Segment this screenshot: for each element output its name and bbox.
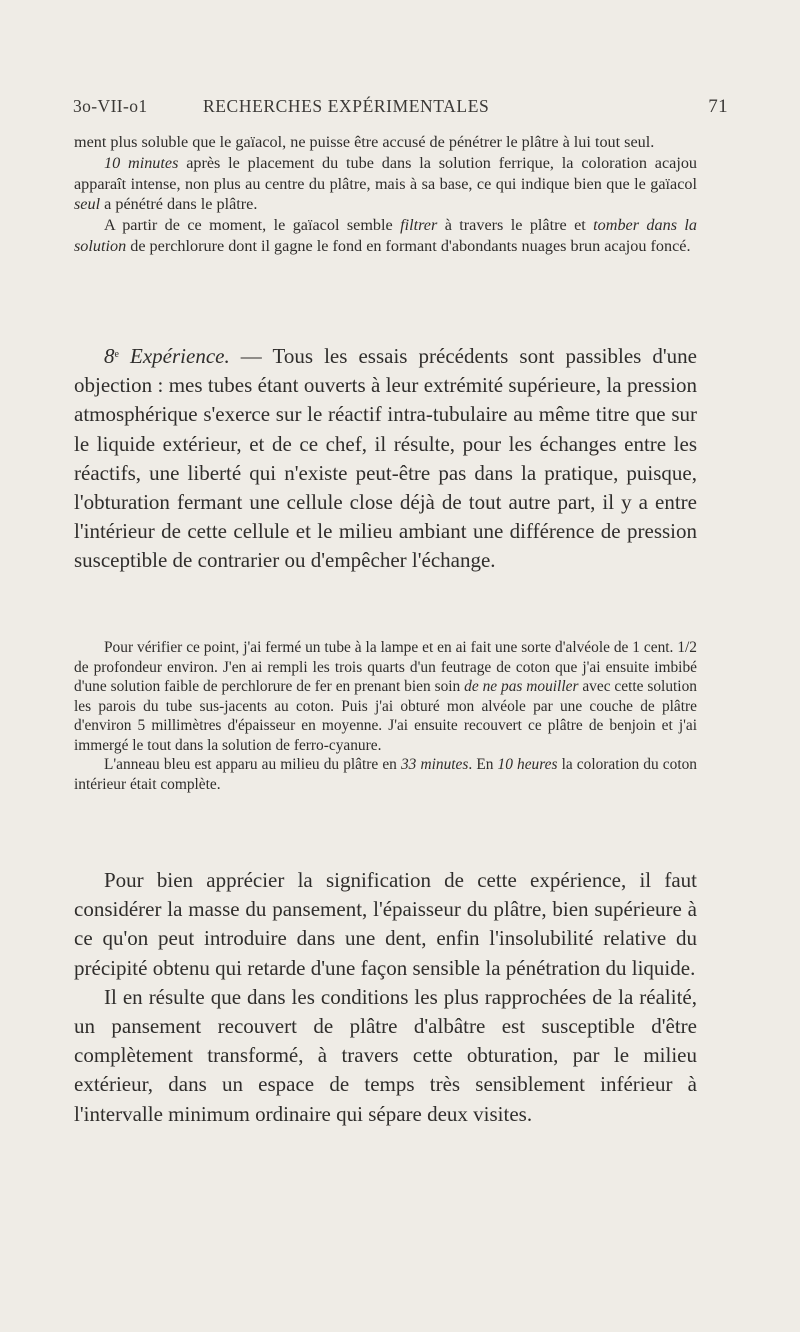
italic-text: 33 minutes — [400, 756, 469, 773]
italic-text: seul — [74, 195, 101, 214]
experience-section — [74, 340, 697, 576]
running-header — [73, 96, 728, 124]
paragraph: Il en résulte que dans les conditions les plus rapprochées de la réalité, un pansement recouvert de plâtre d'albâtre est susceptible d'être complètement transformé, à travers cette obturation, par le milieu extérieur, dans un espace de temps très sensiblement inférieur à l'intervalle minimum ordinaire qui sépare deux visites. — [74, 984, 697, 1126]
note-section — [74, 638, 697, 794]
italic-text: de ne pas mouiller — [464, 678, 579, 695]
experience-paragraph: 8e Expérience. — Tous les essais précédents sont passibles d'une objection : mes tubes étant ouverts à leur extrémité supérieure, la pression atmosphérique s'exerce sur le réactif intra-tubulaire au même titre que sur le liquide extérieur, et de ce chef, il résulte, pour les échanges entre les réactifs, une liberté qui n'existe peut-être pas dans la pratique, puisque, l'obturation fermant une cellule close déjà de tout autre part, il y a entre l'intérieur de cette cellule et le milieu ambiant une différence de pression susceptible de contrarier ou d'empêcher l'échange. — [74, 344, 697, 573]
experience-number: 8 — [104, 344, 115, 368]
paragraph: ment plus soluble que le gaïacol, ne puisse être accusé de pénétrer le plâtre à lui tout seul. — [74, 133, 655, 151]
italic-text: 10 heures — [497, 756, 558, 773]
page-number: 71 — [708, 96, 728, 117]
bottom-section — [74, 866, 697, 1129]
italic-text: filtrer — [400, 216, 438, 235]
paragraph: A partir de ce moment, le gaïacol semble filtrer à travers le plâtre et tomber dans la solution de perchlorure dont il gagne le fond en formant d'abondants nuages brun acajou foncé. — [74, 216, 697, 255]
note-paragraph: L'anneau bleu est apparu au milieu du plâtre en 33 minutes. En 10 heures la coloration du coton intérieur était complète. — [74, 756, 697, 793]
paragraph: 10 minutes après le placement du tube dans la solution ferrique, la coloration acajou apparaît intense, non plus au centre du plâtre, mais à sa base, ce qui indique bien que le gaïacol seul a pénétré dans le plâtre. — [74, 153, 698, 214]
paragraph: Pour bien apprécier la signification de cette expérience, il faut considérer la masse du pansement, l'épaisseur du plâtre, bien supérieure à ce qu'on peut introduire dans une dent, enfin l'insolubilité relative du précipité obtenu qui retarde d'une façon sensible la pénétration du liquide. — [74, 868, 697, 980]
header-title: RECHERCHES EXPÉRIMENTALES — [203, 96, 490, 116]
italic-text: tomber dans la solution — [74, 216, 697, 255]
experience-title: Expérience. — [118, 344, 230, 368]
italic-text: 10 minutes — [104, 153, 179, 172]
top-section — [74, 132, 697, 257]
note-paragraph: Pour vérifier ce point, j'ai fermé un tube à la lampe et en ai fait une sorte d'alvéole de 1 cent. 1/2 de profondeur environ. J'en ai rempli les trois quarts d'un feutrage de coton que j'ai ensuite imbibé d'une solution faible de perchlorure de fer en prenant bien soin de ne pas mouiller avec cette solution les parois du tube sus-jacents au coton. Puis j'ai obturé mon alvéole par une couche de plâtre d'environ 5 millimètres d'épaisseur en moyenne. J'ai ensuite recouvert ce plâtre de benjoin et j'ai immergé le tout dans la solution de ferro-cyanure. — [74, 639, 697, 754]
header-date: 3o-VII-o1 — [73, 96, 148, 116]
